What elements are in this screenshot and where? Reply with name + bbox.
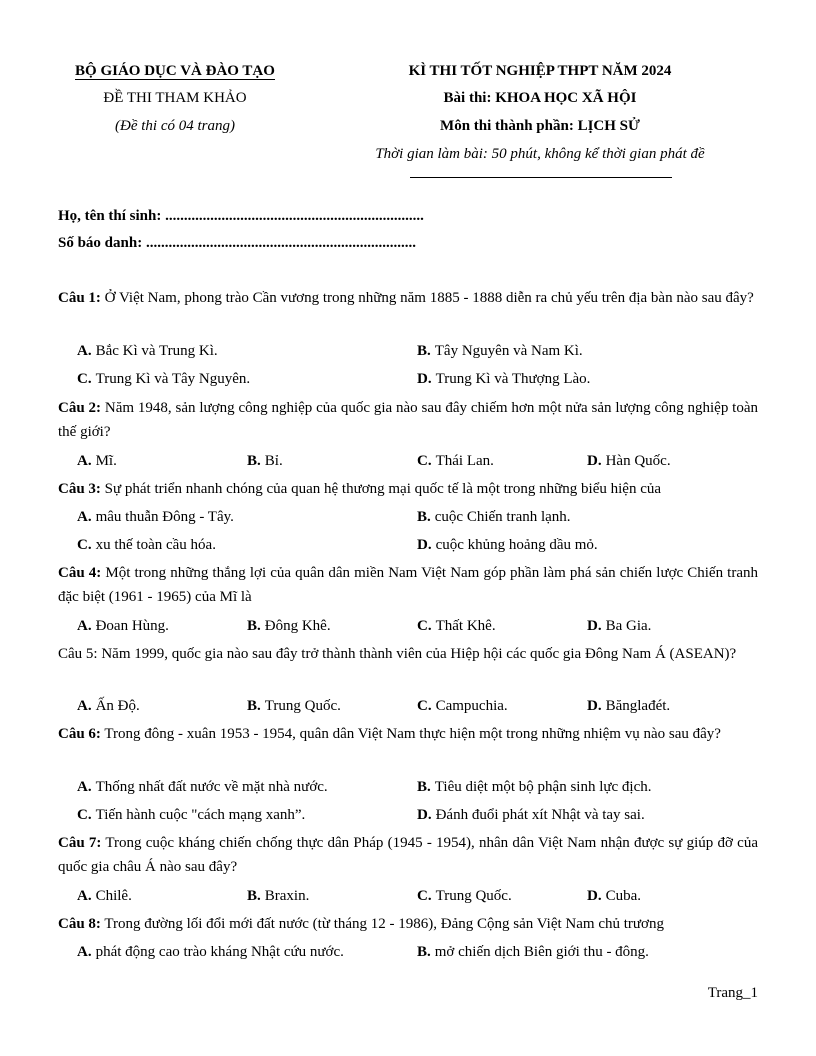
question-6-option-d[interactable]: D. Đánh đuổi phát xít Nhật và tay sai.: [417, 807, 645, 823]
question-text: Ở Việt Nam, phong trào Cần vương trong những năm 1885 - 1888 diễn ra chủ yếu trên địa bàn nào sau đây?: [104, 290, 754, 306]
exam-title: KÌ THI TỐT NGHIỆP THPT NĂM 2024: [408, 63, 672, 79]
question-7-option-a[interactable]: A. Chilê.: [77, 888, 132, 904]
question-4-option-b[interactable]: B. Đông Khê.: [247, 618, 331, 634]
question-5-option-d[interactable]: D. Bănglađét.: [587, 698, 671, 714]
question-2-option-b[interactable]: B. Bỉ.: [247, 453, 283, 469]
candidate-id-line: Số báo danh: ........................................................................: [58, 235, 416, 251]
question-text: Trong cuộc kháng chiến chống thực dân Pháp (1945 - 1954), nhân dân Việt Nam nhận được sự giúp đỡ của quốc gia châu Á nào sau đây?: [58, 835, 758, 875]
question-1-option-a[interactable]: A. Bắc Kì và Trung Kì.: [77, 343, 218, 359]
question-text: Sự phát triển nhanh chóng của quan hệ thương mại quốc tế là một trong những biểu hiện của: [104, 481, 662, 497]
question-2-option-c[interactable]: C. Thái Lan.: [417, 453, 494, 469]
question-8: [58, 912, 758, 936]
ministry-name: BỘ GIÁO DỤC VÀ ĐÀO TẠO: [75, 63, 275, 79]
question-label: Câu 6:: [58, 726, 101, 742]
question-7-option-c[interactable]: C. Trung Quốc.: [417, 888, 512, 904]
question-5-option-a[interactable]: A. Ấn Độ.: [77, 698, 140, 714]
question-1-option-b[interactable]: B. Tây Nguyên và Nam Kì.: [417, 343, 583, 359]
question-text: Trong đường lối đổi mới đất nước (từ tháng 12 - 1986), Đảng Cộng sản Việt Nam chủ trương: [104, 916, 664, 932]
question-5: [58, 642, 758, 666]
question-6-option-c[interactable]: C. Tiến hành cuộc "cách mạng xanh”.: [77, 807, 306, 823]
page-number: Trang_1: [707, 985, 758, 1001]
subject-group: Bài thi: KHOA HỌC XÃ HỘI: [443, 90, 637, 106]
question-5-option-c[interactable]: C. Campuchia.: [417, 698, 508, 714]
question-label: Câu 1:: [58, 290, 101, 306]
doc-type: ĐỀ THI THAM KHẢO: [103, 90, 247, 106]
question-4-option-c[interactable]: C. Thất Khê.: [417, 618, 496, 634]
question-1-option-d[interactable]: D. Trung Kì và Thượng Lào.: [417, 371, 591, 387]
question-label: Câu 5:: [58, 646, 98, 662]
question-label: Câu 2:: [58, 400, 102, 416]
question-label: Câu 3:: [58, 481, 101, 497]
question-text: Năm 1948, sản lượng công nghiệp của quốc gia nào sau đây chiếm hơn một nửa sản lượng công nghiệp toàn thế giới?: [58, 400, 758, 440]
question-8-option-b[interactable]: B. mở chiến dịch Biên giới thu - đông.: [417, 944, 649, 960]
question-4: [58, 561, 758, 609]
question-3-option-b[interactable]: B. cuộc Chiến tranh lạnh.: [417, 509, 571, 525]
question-text: Năm 1999, quốc gia nào sau đây trở thành thành viên của Hiệp hội các quốc gia Đông Nam Á (ASEAN)?: [101, 646, 737, 662]
pages-note: (Đề thi có 04 trang): [115, 118, 235, 134]
question-4-option-a[interactable]: A. Đoan Hùng.: [77, 618, 169, 634]
question-3-option-d[interactable]: D. cuộc khủng hoảng dầu mỏ.: [417, 537, 598, 553]
question-text: Trong đông - xuân 1953 - 1954, quân dân Việt Nam thực hiện một trong những nhiệm vụ nào sau đây?: [104, 726, 721, 742]
question-3: [58, 477, 758, 501]
question-6-option-b[interactable]: B. Tiêu diệt một bộ phận sinh lực địch.: [417, 779, 652, 795]
question-1: [58, 286, 758, 310]
question-text: Một trong những thắng lợi của quân dân miền Nam Việt Nam góp phần làm phá sản chiến lược Chiến tranh đặc biệt (1961 - 1965) của Mĩ là: [58, 565, 758, 605]
question-label: Câu 8:: [58, 916, 101, 932]
header-divider: [410, 177, 672, 178]
question-2: [58, 396, 758, 444]
question-3-option-a[interactable]: A. mâu thuẫn Đông - Tây.: [77, 509, 234, 525]
subject-title: Môn thi thành phần: LỊCH SỬ: [440, 118, 640, 134]
question-7-option-b[interactable]: B. Braxin.: [247, 888, 310, 904]
question-6-option-a[interactable]: A. Thống nhất đất nước về mặt nhà nước.: [77, 779, 328, 795]
question-7-option-d[interactable]: D. Cuba.: [587, 888, 642, 904]
question-5-option-b[interactable]: B. Trung Quốc.: [247, 698, 341, 714]
question-label: Câu 4:: [58, 565, 102, 581]
question-6: [58, 722, 758, 746]
question-2-option-d[interactable]: D. Hàn Quốc.: [587, 453, 671, 469]
question-7: [58, 831, 758, 879]
exam-duration: Thời gian làm bài: 50 phút, không kể thời gian phát đề: [375, 146, 705, 162]
question-1-option-c[interactable]: C. Trung Kì và Tây Nguyên.: [77, 371, 251, 387]
question-3-option-c[interactable]: C. xu thế toàn cầu hóa.: [77, 537, 216, 553]
question-2-option-a[interactable]: A. Mĩ.: [77, 453, 117, 469]
question-8-option-a[interactable]: A. phát động cao trào kháng Nhật cứu nước.: [77, 944, 344, 960]
candidate-name-line: Họ, tên thí sinh: .....................................................................: [58, 208, 424, 224]
question-4-option-d[interactable]: D. Ba Gia.: [587, 618, 652, 634]
question-label: Câu 7:: [58, 835, 102, 851]
